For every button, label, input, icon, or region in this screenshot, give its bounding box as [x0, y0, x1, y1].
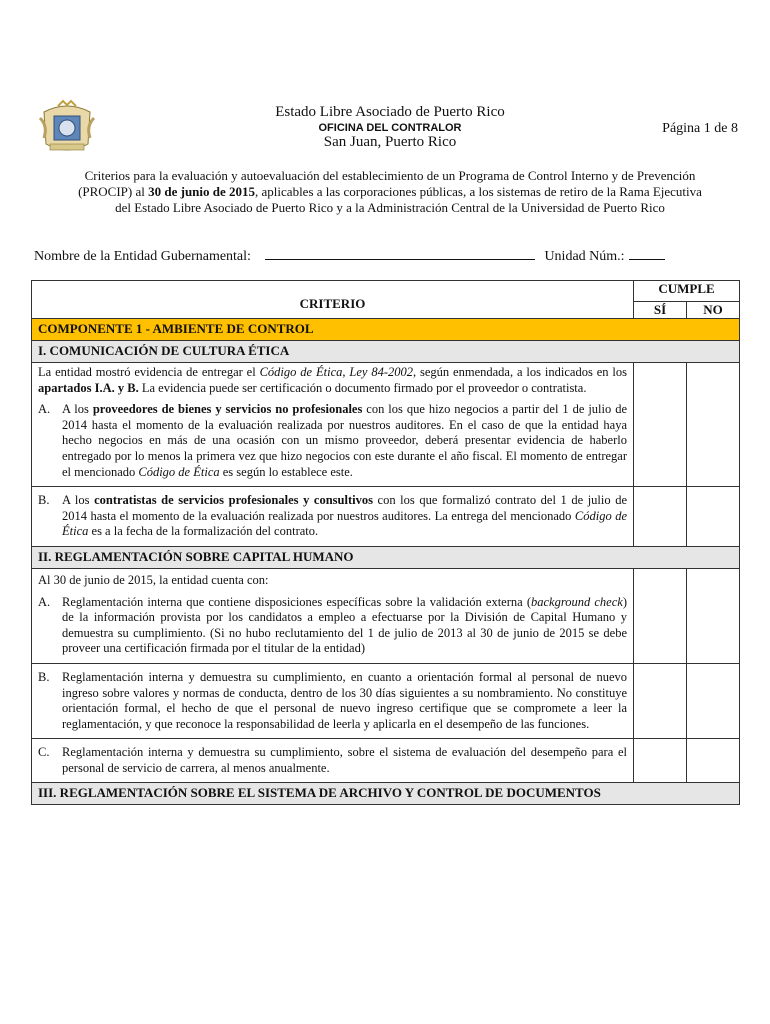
s2a-si-checkbox[interactable]	[634, 568, 687, 663]
s2c-si-checkbox[interactable]	[634, 739, 687, 783]
component-1-row: COMPONENTE 1 - AMBIENTE DE CONTROL	[32, 319, 740, 341]
unit-number-field[interactable]	[629, 247, 665, 260]
cumple-header: CUMPLE	[634, 281, 740, 302]
s1a-no-checkbox[interactable]	[687, 363, 740, 487]
s1b-si-checkbox[interactable]	[634, 487, 687, 547]
section-2-item-c-cell	[32, 739, 634, 783]
section-1-item-b-cell	[32, 487, 634, 547]
header-city: San Juan, Puerto Rico	[323, 134, 457, 150]
header-state: Estado Libre Asociado de Puerto Rico	[275, 104, 505, 120]
entity-name-label: Nombre de la Entidad Gubernamental:	[34, 249, 251, 264]
s1b-no-checkbox[interactable]	[687, 487, 740, 547]
section-2-item-b: B. Reglamentación interna y demuestra su cumplimiento, en cuanto a orientación formal al personal de nuevo ingreso sobre valores y normas de conducta, dentro de los 30 días siguientes a su nombramiento. No constituye orientación formal, el hecho de que el personal de nuevo ingreso certifique que se compromete a leer la reglamentación, y que reconoce la responsabilidad de leerla y aplicarla en el desempeño de las funciones.	[38, 669, 627, 731]
entity-name-field[interactable]	[265, 247, 535, 260]
s2b-si-checkbox[interactable]	[634, 663, 687, 738]
no-header: NO	[687, 302, 740, 319]
section-1-intro: La entidad mostró evidencia de entregar el Código de Ética, Ley 84-2002, según enmendada, a los indicados en los apartados I.A. y B. La evidencia puede ser certificación o documento firmado por el proveedor o contratista. A. A los proveedores de bienes y servicios no profesionales con los que hizo negocios a partir del 1 de julio de 2014 hasta el momento de la evaluación realizada por nuestros auditores. En el caso de que la entidad haya hecho negocios en más de una ocasión con un mismo proveedor, deberá presentar evidencia de haberlo entregado por lo menos la primera vez que hizo negocios con este durante el año fiscal. El momento de entregar el mencionado Código de Ética es según lo establece este.	[32, 363, 634, 487]
criteria-table	[31, 280, 740, 805]
section-2-title: II. REGLAMENTACIÓN SOBRE CAPITAL HUMANO	[32, 546, 740, 568]
section-2-item-b-cell	[32, 663, 634, 738]
section-2-intro: Al 30 de junio de 2015, la entidad cuenta con:	[38, 572, 269, 587]
section-3-title: III. REGLAMENTACIÓN SOBRE EL SISTEMA DE ARCHIVO Y CONTROL DE DOCUMENTOS	[32, 783, 740, 805]
section-1-item-a: A. A los proveedores de bienes y servicios no profesionales con los que hizo negocios a partir del 1 de julio de 2014 hasta el momento de la evaluación realizada por nuestros auditores. En el caso de que la entidad haya hecho negocios en más de una ocasión con un mismo proveedor, deberá presentar evidencia de haberlo entregado por lo menos la primera vez que hizo negocios con este durante el año fiscal. El momento de entregar el mencionado Código de Ética es según lo establece este.	[38, 402, 627, 479]
section-1-item-b: B. A los contratistas de servicios profesionales y consultivos con los que formalizó contrato del 1 de julio de 2014 hasta el momento de la evaluación realizada por nuestros auditores. La entrega del mencionado Código de Ética es a la fecha de la formalización del contrato.	[38, 493, 628, 539]
s1a-si-checkbox[interactable]	[634, 363, 687, 487]
section-1-title: I. COMUNICACIÓN DE CULTURA ÉTICA	[32, 341, 740, 363]
s2a-no-checkbox[interactable]	[687, 568, 740, 663]
header-office: OFICINA DEL CONTRALOR	[318, 122, 462, 134]
s2c-no-checkbox[interactable]	[687, 739, 740, 783]
section-2-item-a: A. Reglamentación interna que contiene disposiciones específicas sobre la validación externa (background check) de la información provista por los candidatos a empleo a efectuarse por la División de Capital Humano y demuestra su cumplimiento. (Si no hubo reclutamiento del 1 de julio de 2013 al 30 de junio de 2015 se debe proveer una certificación firmada por el titular de la entidad)	[38, 594, 627, 656]
document-description: Criterios para la evaluación y autoevaluación del establecimiento de un Programa de Control Interno y de Prevención (PROCIP) al 30 de junio de 2015, aplicables a las corporaciones públicas, a los sistemas de retiro de la Rama Ejecutiva del Estado Libre Asociado de Puerto Rico y a la Administración Central de la Universidad de Puerto Rico	[78, 168, 702, 215]
s2b-no-checkbox[interactable]	[687, 663, 740, 738]
criterio-header: CRITERIO	[32, 281, 634, 319]
unit-number-label: Unidad Núm.:	[544, 249, 625, 264]
page-number: Página 1 de 8	[662, 121, 738, 136]
entity-form-row	[34, 247, 734, 265]
si-header: SÍ	[634, 302, 687, 319]
section-2-item-c: C. Reglamentación interna y demuestra su cumplimiento, sobre el sistema de evaluación del desempeño para el personal de servicio de carrera, al menos anualmente.	[38, 745, 627, 775]
section-2-intro-cell	[32, 568, 634, 663]
